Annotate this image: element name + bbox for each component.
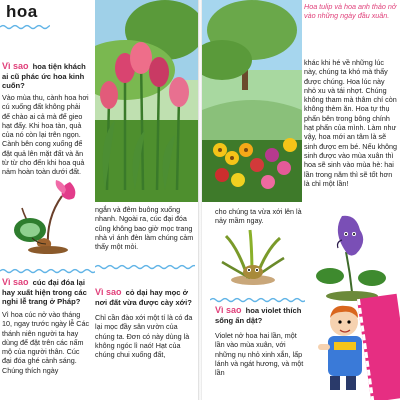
paragraph: Violet nở hoa hai lần, một lần vào mùa xuân, với những nụ nhỏ xinh xắn, lấp lánh và ngát hương, và một lần <box>215 331 304 378</box>
paragraph: cho chúng ta vừa xới lên là nảy mầm ngay. <box>215 207 302 226</box>
wavy-divider <box>210 297 305 303</box>
weed-illustration <box>218 228 288 290</box>
violet-illustration <box>312 212 388 302</box>
page-title: hoa <box>6 2 38 21</box>
tulip-garden-illustration <box>95 0 198 202</box>
paragraph: ngắn và đêm buông xuống nhanh. Ngoài ra, cúc đại đóa cũng không bao giờ mọc trang nhà vì ánh đèn làm chúng cảm thấy một mỏi. <box>95 205 194 252</box>
paragraph: Vào mùa thu, cành hoa hơi cú xuống đất không phải để chào ai cả mà để gieo hạt đấy. Khi hoa tàn, quả của nó còn lại trên ngọn. Cành bên cong xuống để đặt quả lên mặt đất và ăn từ từ cho đến khi hoa quả nảm hoàn toàn dưới đất. <box>2 93 89 177</box>
wavy-divider <box>0 268 95 274</box>
question-heading: Vì sao cỏ dại hay mọc ở nơi đất vừa được cày xới? <box>95 287 192 307</box>
cyclamen-illustration <box>8 178 90 262</box>
paragraph: Vì hoa cúc nở vào tháng 10, ngay trước ngày lễ Các thánh niên người ta hay dùng để đặt trên các nấm mộ của người thân. Cúc đại đóa ghé cảnh sáng. Chúng thích ngày <box>2 310 90 375</box>
paragraph: Chỉ cần đào xới một tí là có đa lại mọc đầy sân vườn của chúng ta. Đơn có này dùng là không ngóc lì naó! Hạt của chúng chui xuống đất, <box>95 313 193 360</box>
question-heading: Vì sao hoa tiện khách ai cũ phác ức hoa kinh cuốn? <box>2 61 86 90</box>
wavy-divider <box>95 264 195 270</box>
paragraph: khác khi hé về những lúc này, chúng ta khó mà thấy được chúng. Hoa lúc này nhỏ xu và tái nhợt. Chúng không tham mà thâm chí còn không thèm ăn. Hoa tự thụ phấn bên trong bông chính hạt phấn của mình. Làm như vậy, hoa mới an tâm là sẽ sinh được em bé. Nếu không sinh được vào mùa xuân thì hoa sẽ sinh vào mùa hè: hai lần trong năm thì sẽ tốt hơn là chỉ một lần! <box>304 58 398 188</box>
image-caption: Hoa tulip và hoa anh thảo nở vào những ngày đầu xuân. <box>304 2 397 20</box>
primrose-garden-illustration <box>202 0 302 202</box>
question-heading: Vì sao hoa violet thích sống ẩn dật? <box>215 305 302 325</box>
question-heading: Vì sao cúc đại đóa lại hay xuất hiện trong các nghi lễ trang ở Pháp? <box>2 277 87 306</box>
wavy-divider <box>0 24 50 30</box>
